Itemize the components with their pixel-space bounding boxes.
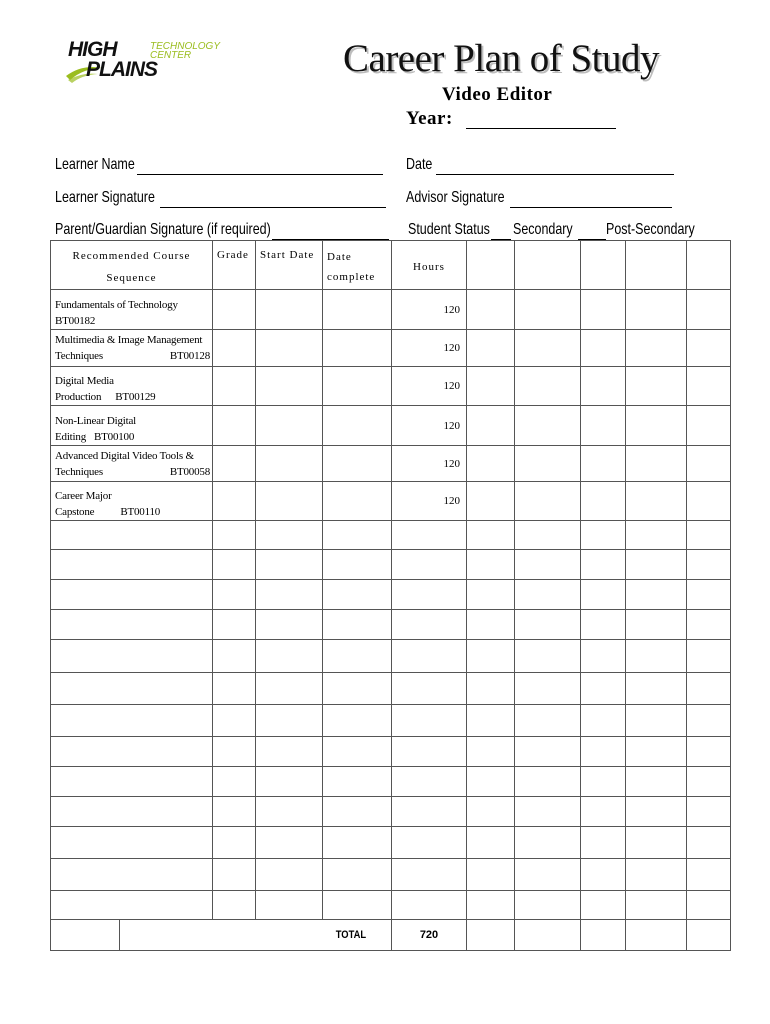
empty-cell[interactable] (515, 767, 581, 797)
empty-cell[interactable] (626, 521, 687, 550)
empty-cell[interactable] (392, 797, 467, 827)
empty-cell[interactable] (581, 797, 626, 827)
empty-cell[interactable] (687, 580, 731, 610)
empty-cell[interactable] (51, 673, 213, 705)
blank-cell[interactable] (467, 290, 515, 330)
empty-cell[interactable] (467, 610, 515, 640)
header-blank-cell (626, 241, 687, 290)
blank-cell[interactable] (581, 290, 626, 330)
empty-cell[interactable] (515, 550, 581, 580)
empty-row (51, 640, 731, 673)
empty-cell[interactable] (581, 859, 626, 891)
empty-cell[interactable] (213, 673, 256, 705)
empty-cell[interactable] (581, 705, 626, 737)
page-title: Career Plan of Study (343, 37, 660, 80)
empty-cell[interactable] (581, 580, 626, 610)
blank-cell[interactable] (467, 482, 515, 521)
date-complete-cell[interactable] (323, 330, 392, 367)
program-subtitle: Video Editor (442, 84, 553, 105)
start-date-cell[interactable] (256, 290, 323, 330)
course-name-cell: Multimedia & Image Management Techniques BT00128 (51, 330, 213, 367)
course-name-cell: Fundamentals of Technology BT00182 (51, 290, 213, 330)
course-name-cell: Advanced Digital Video Tools & Techniques BT00058 (51, 446, 213, 482)
grade-cell[interactable] (213, 406, 256, 446)
blank-cell[interactable] (581, 482, 626, 521)
empty-cell[interactable] (392, 610, 467, 640)
start-date-cell[interactable] (256, 330, 323, 367)
table-row (51, 482, 731, 521)
blank-cell[interactable] (626, 330, 687, 367)
empty-cell[interactable] (467, 550, 515, 580)
empty-cell[interactable] (626, 673, 687, 705)
hours-cell: 120 (392, 406, 467, 446)
grade-cell[interactable] (213, 446, 256, 482)
empty-cell[interactable] (51, 827, 213, 859)
advisor-signature-label: Advisor Signature (406, 189, 505, 206)
blank-cell[interactable] (467, 367, 515, 406)
blank-cell[interactable] (581, 406, 626, 446)
empty-cell[interactable] (256, 827, 323, 859)
empty-cell[interactable] (213, 640, 256, 673)
header-hours: Hours (392, 241, 467, 290)
empty-cell[interactable] (213, 797, 256, 827)
learner-signature-field[interactable] (160, 207, 386, 208)
blank-cell[interactable] (687, 406, 731, 446)
empty-cell[interactable] (256, 610, 323, 640)
total-blank-cell (687, 920, 731, 951)
blank-cell[interactable] (581, 330, 626, 367)
empty-cell[interactable] (626, 827, 687, 859)
blank-cell[interactable] (626, 482, 687, 521)
date-complete-cell[interactable] (323, 290, 392, 330)
course-name-cell: Career Major Capstone BT00110 (51, 482, 213, 521)
empty-cell[interactable] (51, 521, 213, 550)
empty-cell[interactable] (392, 705, 467, 737)
empty-cell[interactable] (323, 705, 392, 737)
empty-cell[interactable] (467, 737, 515, 767)
table-row (51, 446, 731, 482)
empty-cell[interactable] (626, 859, 687, 891)
empty-cell[interactable] (51, 891, 213, 920)
empty-cell[interactable] (323, 891, 392, 920)
hours-cell: 120 (392, 367, 467, 406)
header-date-complete: Date complete (323, 241, 392, 290)
course-code: BT00058 (169, 466, 210, 478)
empty-cell[interactable] (581, 640, 626, 673)
empty-cell[interactable] (51, 580, 213, 610)
empty-cell[interactable] (323, 859, 392, 891)
blank-cell[interactable] (515, 446, 581, 482)
empty-row (51, 891, 731, 920)
empty-cell[interactable] (323, 737, 392, 767)
empty-cell[interactable] (687, 521, 731, 550)
date-label: Date (406, 156, 433, 173)
empty-cell[interactable] (515, 891, 581, 920)
empty-cell[interactable] (323, 550, 392, 580)
empty-cell[interactable] (256, 797, 323, 827)
empty-cell[interactable] (626, 550, 687, 580)
empty-row (51, 705, 731, 737)
learner-name-field[interactable] (137, 174, 383, 175)
empty-cell[interactable] (467, 827, 515, 859)
blank-cell[interactable] (626, 367, 687, 406)
blank-cell[interactable] (467, 446, 515, 482)
empty-cell[interactable] (626, 737, 687, 767)
empty-cell[interactable] (581, 891, 626, 920)
grade-cell[interactable] (213, 330, 256, 367)
empty-cell[interactable] (626, 640, 687, 673)
table-row (51, 367, 731, 406)
empty-row (51, 827, 731, 859)
blank-cell[interactable] (687, 290, 731, 330)
blank-cell[interactable] (687, 330, 731, 367)
table-row (51, 290, 731, 330)
empty-cell[interactable] (392, 737, 467, 767)
hours-cell: 120 (392, 330, 467, 367)
logo-high-text: HIGH (68, 38, 117, 61)
empty-cell[interactable] (213, 891, 256, 920)
empty-cell[interactable] (515, 521, 581, 550)
empty-cell[interactable] (392, 673, 467, 705)
total-row (51, 920, 731, 951)
empty-cell[interactable] (687, 859, 731, 891)
empty-cell[interactable] (51, 550, 213, 580)
empty-cell[interactable] (626, 891, 687, 920)
empty-cell[interactable] (467, 767, 515, 797)
empty-cell[interactable] (392, 859, 467, 891)
course-code: BT00100 (94, 431, 135, 443)
hours-cell: 120 (392, 482, 467, 521)
empty-cell[interactable] (51, 737, 213, 767)
course-name-cell: Non-Linear Digital Editing BT00100 (51, 406, 213, 446)
empty-row (51, 797, 731, 827)
empty-cell[interactable] (687, 640, 731, 673)
year-label: Year: (406, 108, 453, 129)
blank-cell[interactable] (626, 290, 687, 330)
empty-row (51, 859, 731, 891)
total-blank-cell (51, 920, 120, 951)
blank-rows (51, 521, 731, 920)
empty-cell[interactable] (213, 767, 256, 797)
empty-cell[interactable] (213, 521, 256, 550)
empty-cell[interactable] (323, 797, 392, 827)
total-hours: 720 (392, 920, 467, 951)
empty-cell[interactable] (323, 673, 392, 705)
blank-cell[interactable] (687, 482, 731, 521)
empty-cell[interactable] (467, 640, 515, 673)
logo-tagline-2: CENTER (150, 50, 192, 61)
header-blank-cell (515, 241, 581, 290)
learner-signature-label: Learner Signature (55, 189, 155, 206)
empty-cell[interactable] (51, 610, 213, 640)
empty-cell[interactable] (213, 610, 256, 640)
empty-cell[interactable] (515, 827, 581, 859)
table-header-row (51, 241, 731, 290)
blank-cell[interactable] (515, 290, 581, 330)
blank-cell[interactable] (467, 330, 515, 367)
total-blank-cell (467, 920, 515, 951)
blank-cell[interactable] (687, 446, 731, 482)
date-complete-cell[interactable] (323, 482, 392, 521)
advisor-signature-field[interactable] (510, 207, 672, 208)
empty-cell[interactable] (213, 859, 256, 891)
empty-row (51, 521, 731, 550)
empty-cell[interactable] (626, 767, 687, 797)
empty-cell[interactable] (687, 767, 731, 797)
header-blank-cell (581, 241, 626, 290)
empty-cell[interactable] (51, 767, 213, 797)
empty-cell[interactable] (323, 827, 392, 859)
empty-cell[interactable] (51, 797, 213, 827)
total-label: TOTAL (140, 920, 371, 951)
total-blank-cell (626, 920, 687, 951)
table-row (51, 330, 731, 367)
empty-cell[interactable] (392, 580, 467, 610)
empty-cell[interactable] (256, 705, 323, 737)
header-blank-cell (687, 241, 731, 290)
start-date-cell[interactable] (256, 367, 323, 406)
empty-cell[interactable] (687, 797, 731, 827)
empty-cell[interactable] (256, 580, 323, 610)
empty-cell[interactable] (256, 859, 323, 891)
empty-cell[interactable] (467, 521, 515, 550)
logo-tagline-1: TECHNOLOGY (150, 41, 221, 52)
blank-cell[interactable] (515, 482, 581, 521)
start-date-cell[interactable] (256, 446, 323, 482)
secondary-label: Secondary (513, 221, 573, 238)
empty-cell[interactable] (256, 550, 323, 580)
blank-cell[interactable] (581, 367, 626, 406)
empty-cell[interactable] (392, 767, 467, 797)
parent-signature-label: Parent/Guardian Signature (if required) (55, 221, 271, 238)
table-row (51, 406, 731, 446)
empty-cell[interactable] (323, 580, 392, 610)
empty-cell[interactable] (626, 797, 687, 827)
total-blank-cell (581, 920, 626, 951)
empty-cell[interactable] (213, 705, 256, 737)
empty-cell[interactable] (687, 705, 731, 737)
empty-cell[interactable] (581, 610, 626, 640)
empty-cell[interactable] (392, 827, 467, 859)
empty-cell[interactable] (256, 640, 323, 673)
empty-cell[interactable] (515, 640, 581, 673)
empty-cell[interactable] (213, 737, 256, 767)
logo-tagline (150, 42, 220, 60)
empty-cell[interactable] (323, 610, 392, 640)
header-recommended-course: Recommended Course Sequence (51, 241, 213, 290)
empty-cell[interactable] (515, 610, 581, 640)
empty-cell[interactable] (581, 521, 626, 550)
empty-cell[interactable] (626, 610, 687, 640)
empty-cell[interactable] (256, 767, 323, 797)
blank-cell[interactable] (515, 367, 581, 406)
empty-cell[interactable] (687, 610, 731, 640)
course-code: BT00110 (120, 506, 161, 518)
blank-cell[interactable] (626, 446, 687, 482)
blank-cell[interactable] (467, 406, 515, 446)
empty-cell[interactable] (392, 521, 467, 550)
empty-cell[interactable] (515, 797, 581, 827)
empty-cell[interactable] (256, 891, 323, 920)
student-status-label: Student Status (408, 221, 490, 238)
empty-cell[interactable] (626, 705, 687, 737)
course-plan-table (50, 240, 731, 951)
learner-name-label: Learner Name (55, 156, 135, 173)
empty-cell[interactable] (51, 640, 213, 673)
empty-cell[interactable] (51, 705, 213, 737)
empty-cell[interactable] (687, 891, 731, 920)
empty-cell[interactable] (392, 891, 467, 920)
grade-cell[interactable] (213, 482, 256, 521)
header-blank-cell (467, 241, 515, 290)
empty-row (51, 673, 731, 705)
date-field[interactable] (436, 174, 674, 175)
blank-cell[interactable] (515, 330, 581, 367)
course-code: BT00129 (115, 391, 156, 403)
empty-cell[interactable] (256, 673, 323, 705)
course-name-cell: Digital Media Production BT00129 (51, 367, 213, 406)
empty-cell[interactable] (392, 550, 467, 580)
empty-cell[interactable] (515, 580, 581, 610)
empty-cell[interactable] (515, 673, 581, 705)
empty-row (51, 737, 731, 767)
empty-cell[interactable] (581, 767, 626, 797)
empty-cell[interactable] (687, 550, 731, 580)
grade-cell[interactable] (213, 367, 256, 406)
date-complete-cell[interactable] (323, 367, 392, 406)
blank-cell[interactable] (581, 446, 626, 482)
date-complete-cell[interactable] (323, 406, 392, 446)
empty-cell[interactable] (323, 521, 392, 550)
logo-plains-text: PLAINS (86, 58, 158, 81)
empty-row (51, 767, 731, 797)
empty-cell[interactable] (213, 827, 256, 859)
hours-cell: 120 (392, 446, 467, 482)
empty-cell[interactable] (213, 550, 256, 580)
year-field[interactable] (466, 128, 616, 129)
empty-cell[interactable] (467, 891, 515, 920)
empty-cell[interactable] (515, 705, 581, 737)
empty-cell[interactable] (256, 737, 323, 767)
empty-cell[interactable] (51, 859, 213, 891)
empty-cell[interactable] (687, 827, 731, 859)
empty-cell[interactable] (581, 550, 626, 580)
empty-cell[interactable] (467, 797, 515, 827)
high-plains-logo (54, 36, 240, 86)
empty-cell[interactable] (687, 737, 731, 767)
hours-cell: 120 (392, 290, 467, 330)
total-blank-cell (515, 920, 581, 951)
course-grid (50, 240, 731, 951)
header-start-date: Start Date (256, 241, 323, 290)
empty-cell[interactable] (467, 859, 515, 891)
empty-cell[interactable] (467, 673, 515, 705)
empty-row (51, 580, 731, 610)
empty-row (51, 550, 731, 580)
grade-cell[interactable] (213, 290, 256, 330)
empty-cell[interactable] (581, 673, 626, 705)
empty-cell[interactable] (213, 580, 256, 610)
empty-cell[interactable] (467, 705, 515, 737)
header-grade: Grade (213, 241, 256, 290)
empty-cell[interactable] (323, 640, 392, 673)
blank-cell[interactable] (515, 406, 581, 446)
empty-cell[interactable] (392, 640, 467, 673)
empty-cell[interactable] (515, 859, 581, 891)
blank-cell[interactable] (687, 367, 731, 406)
date-complete-cell[interactable] (323, 446, 392, 482)
empty-row (51, 610, 731, 640)
empty-cell[interactable] (626, 580, 687, 610)
empty-cell[interactable] (515, 737, 581, 767)
start-date-cell[interactable] (256, 406, 323, 446)
empty-cell[interactable] (467, 580, 515, 610)
empty-cell[interactable] (581, 737, 626, 767)
start-date-cell[interactable] (256, 482, 323, 521)
empty-cell[interactable] (323, 767, 392, 797)
blank-cell[interactable] (626, 406, 687, 446)
post-secondary-label: Post-Secondary (606, 221, 695, 238)
course-code: BT00128 (169, 350, 210, 362)
empty-cell[interactable] (687, 673, 731, 705)
empty-cell[interactable] (581, 827, 626, 859)
empty-cell[interactable] (256, 521, 323, 550)
